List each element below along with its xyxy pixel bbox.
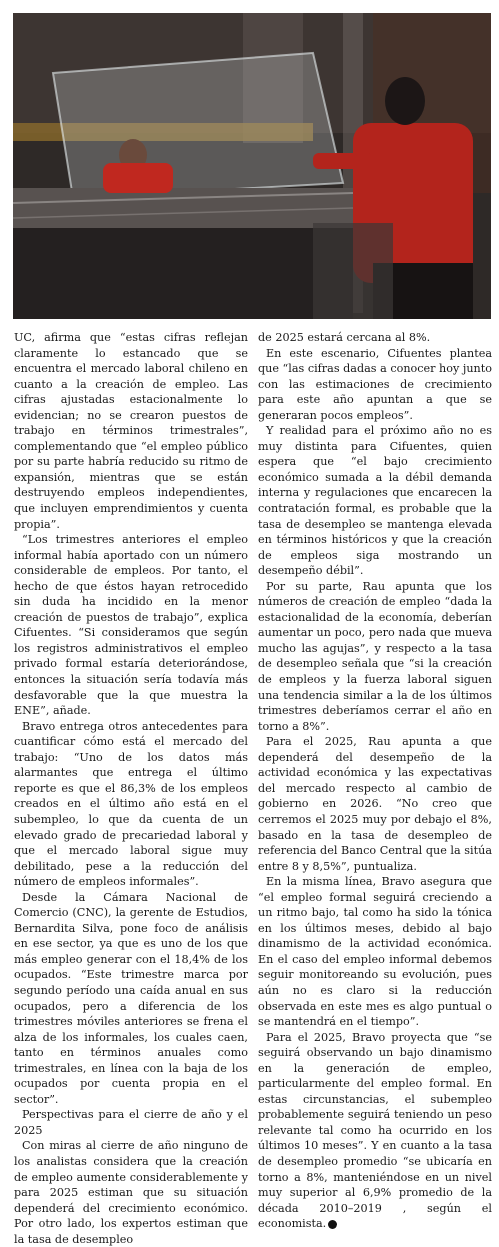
paragraph: Con miras al cierre de año ninguno de los analistas considera que la creación de empleo aumente considerablemente y para 2025 estiman que su situación dependerá del crecimiento económico. Por otro lado, los expertos estiman que la tasa de desempleo: [14, 1139, 248, 1246]
paragraph: Bravo entrega otros antecedentes para cuantificar cómo está el mercado del trabajo: “Uno de los datos más alarmantes que entrega el último reporte es que el 86,3% de los empleos creados en el último año está en el subempleo, lo que da cuenta de un elevado grado de precariedad laboral y que el mercado laboral sigue muy debilitado, pese a la reducción del número de empleos informales”.: [14, 719, 248, 889]
paragraph: de 2025 estará cercana al 8%.: [258, 331, 431, 344]
paragraph: UC, afirma que “estas cifras reflejan claramente lo estancado que se encuentra el mercado laboral chileno en cuanto a la creación de empleo. Las cifras ajustadas estacionalmente lo evidencian; no se crearon puestos de trabajo en términos trimestrales”, complementando que “el empleo público por su parte habría reducido su ritmo de expansión, mientras que se están destruyendo empleos independientes, que incluyen emprendimientos y cuenta propia”.: [14, 331, 248, 531]
section-subheading: Perspectivas para el cierre de año y el 2025: [14, 1108, 248, 1137]
paragraph-final: [258, 1030, 492, 1232]
paragraph: En este escenario, Cifuentes plantea que “las cifras dadas a conocer hoy junto con las estimaciones de crecimiento para este año apuntan a que se generaran pocos empleos”.: [258, 346, 492, 422]
article-column-right: [258, 330, 492, 1247]
paragraph: Para el 2025, Rau apunta a que dependerá del desempeño de la actividad económica y las expectativas del mercado respecto al cambio de gobierno en 2026. “No creo que cerremos el 2025 muy por debajo el 8%, basado en la tasa de desempleo de referencia del Banco Central que la sitúa entre 8 y 8,5%”, puntualiza.: [258, 735, 492, 873]
article-column-left: [14, 330, 248, 1247]
end-of-article-icon: P: [328, 1220, 337, 1229]
paragraph: Y realidad para el próximo año no es muy distinta para Cifuentes, quien espera que “el bajo crecimiento económico sumada a la débil demanda interna y regulaciones que encarecen la contratación formal, es probable que la tasa de desempleo se mantenga elevada en términos históricos y que la creación de empleos siga mostrando un desempeño débil”.: [258, 424, 492, 578]
paragraph: Por su parte, Rau apunta que los números de creación de empleo “dada la estacionalidad de la economía, deberían aumentar un poco, pero nada que mueva mucho las agujas”, y respecto a la tasa de desempleo señala que “si la creación de empleos y la fuerza laboral siguen una tendencia similar a la de los últimos trimestres deberíamos cerrar el año en torno a 8%”.: [258, 579, 492, 733]
paragraph-final-text: Para el 2025, Bravo proyecta que “se seguirá observando un bajo dinamismo en la generación de empleo, particularmente del empleo formal. En estas circunstancias, el subempleo probablemente seguirá teniendo un peso relevante tal como ha ocurrido en los últimos 10 meses”. Y en cuanto a la tasa de desempleo promedio “se ubicaría en torno a 8%, manteniéndose en un nivel muy superior al 6,9% promedio de la década 2010–2019 , según el economista.: [258, 1030, 492, 1231]
paragraph: “Los trimestres anteriores el empleo informal había aportado con un número considerable de empleos. Por tanto, el hecho de que éstos hayan retrocedido sin duda ha incidido en la menor creación de puestos de trabajo”, explica Cifuentes. “Si consideramos que según los registros administrativos el empleo privado formal estaría deteriorándose, entonces la situación sería todavía más desfavorable que la que muestra la ENE”, añade.: [14, 533, 248, 718]
paragraph: En la misma línea, Bravo asegura que “el empleo formal seguirá creciendo a un ritmo bajo, tal como ha sido la tónica en los últimos meses, debido al bajo dinamismo de la actividad económica. En el caso del empleo informal debemos seguir monitoreando su evolución, pues aún no es claro si la reducción observada en este mes es algo puntual o se mantendrá en el tiempo”.: [258, 875, 492, 1029]
press-photo-workers-glass: [13, 13, 491, 319]
paragraph: Desde la Cámara Nacional de Comercio (CNC), la gerente de Estudios, Bernardita Silva, pone foco de análisis en ese sector, ya que es uno de los que más empleo generar con el 18,4% de los ocupados. “Este trimestre marca por segundo período una caída anual en sus ocupados, pero a diferencia de los trimestres móviles anteriores se frena el alza de los informales, los cuales caen, tanto en términos anuales como trimestrales, en línea con la baja de los ocupados por cuenta propia en el sector”.: [14, 890, 248, 1106]
article-photo: [13, 13, 491, 319]
article-body: [14, 330, 492, 1247]
